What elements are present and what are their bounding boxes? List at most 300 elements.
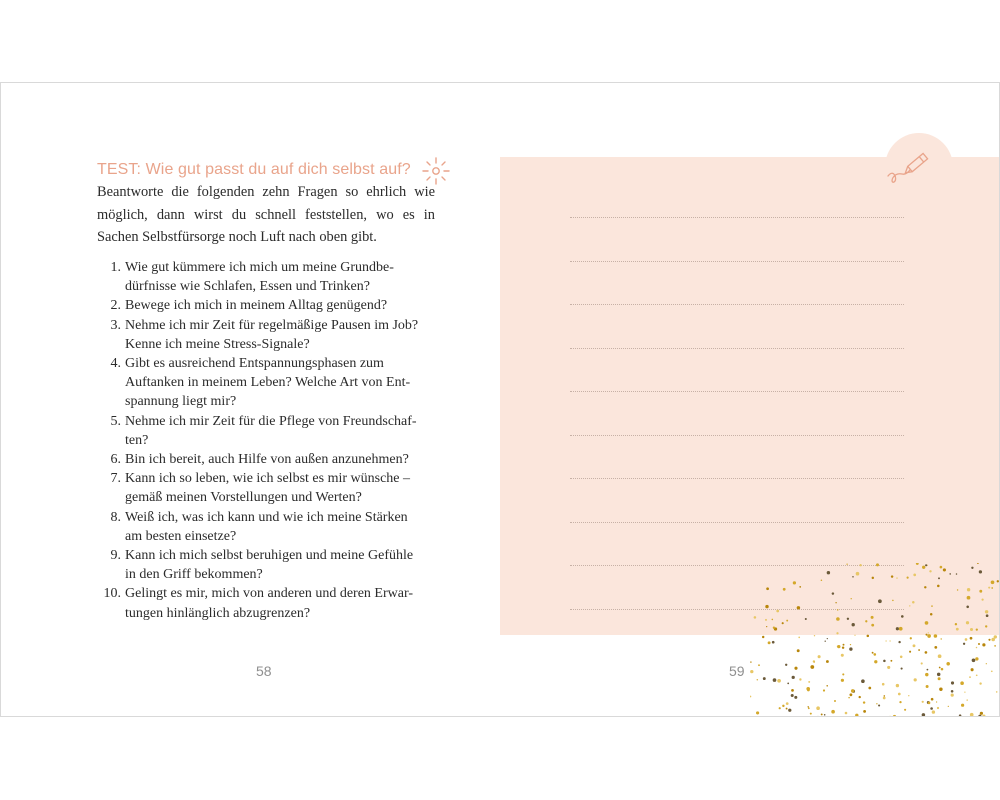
glitter-dot xyxy=(951,694,954,697)
glitter-dot xyxy=(916,563,919,565)
glitter-dot xyxy=(972,658,976,662)
glitter-dot xyxy=(841,679,844,682)
question-number: 3. xyxy=(110,317,121,333)
page-number-left: 58 xyxy=(256,663,272,679)
glitter-dot xyxy=(939,688,942,691)
glitter-dot xyxy=(988,639,990,641)
glitter-dot xyxy=(951,681,954,684)
glitter-dot xyxy=(846,564,847,565)
glitter-dot xyxy=(896,684,899,687)
glitter-dot xyxy=(934,634,938,638)
glitter-dot xyxy=(863,710,866,713)
glitter-dot xyxy=(975,657,978,660)
glitter-dot xyxy=(928,632,929,633)
glitter-dot xyxy=(939,667,941,669)
glitter-dot xyxy=(985,625,987,627)
glitter-dot xyxy=(878,704,880,706)
glitter-dot xyxy=(963,716,966,717)
glitter-dot xyxy=(827,638,828,639)
glitter-dot xyxy=(976,628,978,630)
glitter-dot xyxy=(865,620,867,622)
glitter-dot xyxy=(941,668,944,671)
question-item xyxy=(97,258,437,296)
question-item xyxy=(97,316,437,354)
glitter-dot xyxy=(967,588,970,591)
glitter-dot xyxy=(898,641,900,643)
glitter-dot xyxy=(949,573,951,575)
glitter-dot xyxy=(786,702,789,705)
glitter-dot xyxy=(976,674,978,676)
question-text xyxy=(121,469,435,507)
glitter-dot xyxy=(971,567,973,569)
glitter-dot xyxy=(991,580,995,584)
glitter-dot xyxy=(937,707,939,709)
question-line: Nehme ich mir Zeit für die Pflege von Freundschaf- xyxy=(125,413,417,429)
question-text xyxy=(121,450,435,469)
question-item xyxy=(97,354,437,412)
question-line: am besten einsetze? xyxy=(125,528,237,544)
glitter-dot xyxy=(927,669,929,671)
glitter-dot xyxy=(908,695,909,696)
glitter-dot xyxy=(889,716,891,717)
glitter-dot xyxy=(913,574,916,577)
question-item xyxy=(97,508,437,546)
glitter-dot xyxy=(901,668,903,670)
glitter-dot xyxy=(823,689,825,691)
writing-line[interactable] xyxy=(570,261,904,262)
question-text xyxy=(121,316,435,354)
glitter-dot xyxy=(946,662,950,666)
glitter-dot xyxy=(772,619,774,621)
glitter-dot xyxy=(912,601,915,604)
question-line: ten? xyxy=(125,432,149,448)
glitter-dot xyxy=(876,563,879,566)
writing-line[interactable] xyxy=(570,348,904,349)
glitter-dot xyxy=(872,577,874,579)
glitter-dot xyxy=(951,690,954,693)
question-number: 2. xyxy=(110,298,121,314)
glitter-dot xyxy=(773,627,775,629)
glitter-dot xyxy=(793,581,796,584)
glitter-dot xyxy=(794,667,797,670)
glitter-dot xyxy=(750,661,751,662)
glitter-dot xyxy=(794,696,797,699)
glitter-dot xyxy=(777,679,781,683)
glitter-dot xyxy=(852,623,855,626)
glitter-dot xyxy=(991,638,995,642)
glitter-dot xyxy=(896,627,899,630)
page-number-right: 59 xyxy=(729,663,745,679)
question-line: Weiß ich, was ich kann und wie ich meine Stärken xyxy=(125,509,408,525)
glitter-dot xyxy=(960,681,964,685)
glitter-dot xyxy=(893,715,896,717)
glitter-dot xyxy=(797,606,800,609)
glitter-dot xyxy=(766,587,769,590)
glitter-dot xyxy=(836,632,838,634)
question-line: tungen hinlänglich abzugrenzen? xyxy=(125,605,311,621)
glitter-dot xyxy=(882,683,885,686)
question-item xyxy=(97,450,437,469)
glitter-dot xyxy=(868,687,871,690)
glitter-dot xyxy=(785,664,787,666)
glitter-dot xyxy=(996,691,998,693)
glitter-dot xyxy=(982,715,985,717)
glitter-dot xyxy=(763,677,766,680)
glitter-dot xyxy=(986,663,987,664)
glitter-dot xyxy=(901,615,904,618)
question-line: Bewege ich mich in meinem Alltag genügend? xyxy=(125,298,388,314)
question-number: 7. xyxy=(110,471,121,487)
glitter-dot xyxy=(847,618,849,620)
glitter-dot xyxy=(936,701,937,702)
glitter-dot xyxy=(852,576,854,578)
glitter-dot xyxy=(988,587,990,589)
glitter-dot xyxy=(979,590,982,593)
glitter-dot xyxy=(891,575,893,577)
glitter-dot xyxy=(941,638,942,639)
glitter-dot xyxy=(798,637,800,639)
glitter-dot xyxy=(948,706,949,707)
glitter-dot xyxy=(980,712,983,715)
glitter-dot xyxy=(978,715,981,717)
glitter-dot xyxy=(835,602,836,603)
glitter-dot xyxy=(808,681,810,683)
question-line: Auftanken in meinem Leben? Welche Art von Ent- xyxy=(125,375,411,391)
glitter-dot xyxy=(938,677,941,680)
glitter-dot xyxy=(929,570,931,572)
question-text xyxy=(121,354,435,412)
question-line: gemäß meinen Vorstellungen und Werten? xyxy=(125,490,362,506)
glitter-dot xyxy=(836,617,840,621)
question-text xyxy=(121,258,435,296)
glitter-dot xyxy=(922,713,926,717)
question-item xyxy=(97,546,437,584)
writing-line[interactable] xyxy=(570,391,904,392)
glitter-dot xyxy=(991,670,993,672)
glitter-dot xyxy=(934,646,937,649)
glitter-dot xyxy=(805,618,807,620)
glitter-dot xyxy=(859,564,861,566)
glitter-dot xyxy=(850,644,851,645)
glitter-dot xyxy=(791,694,794,697)
glitter-dot xyxy=(994,645,996,647)
question-line: Gelingt es mir, mich von anderen und deren Erwar- xyxy=(125,586,414,602)
glitter-dot xyxy=(938,654,942,658)
glitter-dot xyxy=(845,712,848,715)
glitter-dot xyxy=(826,685,828,687)
glitter-dot xyxy=(985,610,988,613)
glitter-dot xyxy=(966,699,967,700)
glitter-dot xyxy=(986,614,989,617)
glitter-dot xyxy=(884,695,886,697)
glitter-dot xyxy=(848,697,850,699)
glitter-dot xyxy=(762,636,764,638)
question-item xyxy=(97,296,437,315)
glitter-dot xyxy=(843,644,845,646)
glitter-dot xyxy=(856,572,860,576)
glitter-dot xyxy=(792,676,795,679)
glitter-dot xyxy=(898,693,901,696)
page-title: TEST: Wie gut passt du auf dich selbst auf? xyxy=(97,161,411,178)
glitter-dot xyxy=(758,664,760,666)
glitter-dot xyxy=(799,586,801,588)
glitter-dot xyxy=(931,698,934,701)
glitter-dot xyxy=(874,653,877,656)
glitter-dot xyxy=(772,641,775,644)
glitter-dot xyxy=(976,647,978,649)
question-number: 1. xyxy=(110,260,121,275)
glitter-dot xyxy=(788,709,791,712)
question-number: 5. xyxy=(110,413,121,429)
writing-line[interactable] xyxy=(570,522,904,523)
glitter-dot xyxy=(955,623,957,625)
glitter-dot xyxy=(922,566,925,569)
glitter-dot xyxy=(883,697,886,700)
glitter-dot xyxy=(914,678,917,681)
glitter-dot xyxy=(818,655,821,658)
glitter-dot xyxy=(925,564,927,566)
glitter-dot xyxy=(978,643,980,645)
glitter-dot xyxy=(979,682,981,684)
glitter-dot xyxy=(750,696,751,698)
question-text xyxy=(121,546,435,584)
glitter-dot xyxy=(918,649,920,651)
glitter-dot xyxy=(861,679,865,683)
book-spread xyxy=(0,82,1000,717)
right-page xyxy=(500,83,999,716)
glitter-decoration xyxy=(750,563,1000,717)
question-number: 6. xyxy=(110,452,121,468)
glitter-dot xyxy=(982,643,985,646)
glitter-dot xyxy=(922,701,924,703)
glitter-dot xyxy=(925,651,928,654)
glitter-dot xyxy=(821,579,823,581)
glitter-dot xyxy=(842,673,844,675)
glitter-dot xyxy=(910,637,912,639)
glitter-dot xyxy=(959,714,962,717)
glitter-dot xyxy=(787,683,789,685)
glitter-dot xyxy=(900,656,903,659)
glitter-dot xyxy=(896,716,898,717)
glitter-dot xyxy=(924,586,926,588)
glitter-dot xyxy=(765,605,768,608)
glitter-dot xyxy=(892,600,894,602)
question-line: Kann ich so leben, wie ich selbst es mir wünsche – xyxy=(125,471,410,487)
writing-line[interactable] xyxy=(570,217,904,218)
glitter-dot xyxy=(932,710,935,713)
glitter-dot xyxy=(791,689,794,692)
glitter-dot xyxy=(824,714,826,716)
question-list xyxy=(97,258,437,623)
glitter-dot xyxy=(766,626,767,627)
glitter-dot xyxy=(754,616,757,619)
glitter-dot xyxy=(967,596,971,600)
glitter-dot xyxy=(975,716,977,717)
glitter-dot xyxy=(786,708,788,710)
glitter-dot xyxy=(899,627,903,631)
glitter-dot xyxy=(991,587,993,589)
glitter-dot xyxy=(859,696,861,698)
glitter-dot xyxy=(913,644,916,647)
glitter-dot xyxy=(971,668,974,671)
glitter-dot xyxy=(907,577,909,579)
question-text xyxy=(121,584,435,622)
glitter-dot xyxy=(842,646,844,648)
glitter-dot xyxy=(837,609,839,611)
glitter-dot xyxy=(757,679,758,680)
glitter-dot xyxy=(963,643,965,645)
glitter-dot xyxy=(807,689,810,692)
glitter-dot xyxy=(827,571,830,574)
glitter-dot xyxy=(876,703,877,704)
writing-line[interactable] xyxy=(570,304,904,305)
glitter-dot xyxy=(826,660,829,663)
glitter-dot xyxy=(883,660,886,663)
glitter-dot xyxy=(832,592,834,594)
glitter-dot xyxy=(786,620,788,622)
glitter-dot xyxy=(926,685,929,688)
glitter-dot xyxy=(930,707,933,710)
intro-paragraph: Beantworte die folgenden zehn Fragen so ehrlich wie möglich, dann wirst du schnell feststellen, wo es in Sachen Selbstfürsorge noch Luft nach oben gibt. xyxy=(97,184,435,245)
glitter-dot xyxy=(927,634,931,638)
question-line: Kann ich mich selbst beruhigen und meine Gefühle xyxy=(125,548,414,564)
glitter-dot xyxy=(925,621,929,625)
glitter-dot xyxy=(921,662,923,664)
glitter-dot xyxy=(878,599,882,603)
glitter-dot xyxy=(834,700,836,702)
glitter-dot xyxy=(765,619,767,621)
glitter-dot xyxy=(937,673,940,676)
glitter-dot xyxy=(885,640,886,641)
glitter-dot xyxy=(814,635,815,636)
glitter-dot xyxy=(938,577,940,579)
glitter-dot xyxy=(966,606,969,609)
glitter-dot xyxy=(970,637,973,640)
glitter-dot xyxy=(817,716,819,717)
glitter-dot xyxy=(964,691,965,692)
glitter-dot xyxy=(871,624,874,627)
question-number: 4. xyxy=(110,356,121,372)
glitter-dot xyxy=(997,580,999,582)
question-line: Wie gut kümmere ich mich um meine Grundbe- xyxy=(125,260,394,275)
glitter-dot xyxy=(940,566,943,569)
glitter-dot xyxy=(977,563,979,564)
writing-line[interactable] xyxy=(570,435,904,436)
glitter-dot xyxy=(768,641,771,644)
writing-line[interactable] xyxy=(570,478,904,479)
glitter-dot xyxy=(874,660,877,663)
glitter-dot xyxy=(965,638,968,641)
glitter-dot xyxy=(937,585,940,588)
glitter-dot xyxy=(930,613,933,616)
glitter-dot xyxy=(851,598,852,599)
glitter-dot xyxy=(872,652,874,654)
glitter-dot xyxy=(810,665,814,669)
glitter-dot xyxy=(970,713,974,717)
glitter-dot xyxy=(814,661,815,662)
glitter-dot xyxy=(854,635,855,636)
glitter-dot xyxy=(896,577,897,578)
question-line: Nehme ich mir Zeit für regelmäßige Pausen im Job? xyxy=(125,317,419,333)
question-number: 8. xyxy=(110,509,121,525)
question-line: Bin ich bereit, auch Hilfe von außen anzunehmen? xyxy=(125,452,409,468)
glitter-dot xyxy=(821,713,823,715)
glitter-dot xyxy=(979,570,982,573)
glitter-dot xyxy=(871,616,874,619)
question-line: Gibt es ausreichend Entspannungsphasen zum xyxy=(125,356,384,372)
glitter-dot xyxy=(837,645,840,648)
glitter-dot xyxy=(782,622,784,624)
glitter-dot xyxy=(890,660,892,662)
glitter-dot xyxy=(928,702,931,705)
glitter-dot xyxy=(887,666,890,669)
glitter-dot xyxy=(779,707,781,709)
question-line: spannung liegt mir? xyxy=(125,394,237,410)
glitter-dot xyxy=(849,693,852,696)
question-line: Kenne ich meine Stress-Signale? xyxy=(125,336,310,352)
glitter-dot xyxy=(957,589,958,590)
glitter-dot xyxy=(931,605,933,607)
question-number: 10. xyxy=(103,586,121,602)
question-item xyxy=(97,469,437,507)
glitter-dot xyxy=(782,705,784,707)
glitter-dot xyxy=(909,651,911,653)
glitter-dot xyxy=(825,641,826,642)
question-item xyxy=(97,412,437,450)
glitter-dot xyxy=(807,706,808,707)
glitter-dot xyxy=(970,628,973,631)
glitter-dot xyxy=(982,599,984,601)
question-text xyxy=(121,412,435,450)
question-line: dürfnisse wie Schlafen, Essen und Trinken? xyxy=(125,279,370,295)
pencil-icon xyxy=(884,146,940,186)
glitter-dot xyxy=(799,678,801,680)
glitter-dot xyxy=(969,676,971,678)
glitter-dot xyxy=(810,713,812,715)
glitter-dot xyxy=(773,678,777,682)
glitter-dot xyxy=(904,709,906,711)
glitter-dot xyxy=(849,647,852,650)
glitter-dot xyxy=(851,689,855,693)
question-text xyxy=(121,508,435,546)
glitter-dot xyxy=(943,568,946,571)
glitter-dot xyxy=(756,711,759,714)
glitter-dot xyxy=(889,640,890,641)
glitter-dot xyxy=(926,634,928,636)
left-page xyxy=(1,83,500,716)
glitter-dot xyxy=(750,670,753,673)
glitter-dot xyxy=(855,714,858,717)
glitter-dot xyxy=(966,621,969,624)
glitter-dot xyxy=(831,710,835,714)
glitter-dot xyxy=(797,649,800,652)
glitter-dot xyxy=(909,605,910,606)
question-item xyxy=(97,584,437,622)
question-text xyxy=(121,296,435,315)
question-number: 9. xyxy=(110,548,121,564)
glitter-dot xyxy=(841,654,844,657)
glitter-dot xyxy=(783,588,786,591)
glitter-dot xyxy=(961,704,964,707)
glitter-dot xyxy=(863,701,865,703)
glitter-dot xyxy=(956,573,958,575)
question-line: in den Griff bekommen? xyxy=(125,567,263,583)
glitter-dot xyxy=(776,610,779,613)
glitter-dot xyxy=(956,628,959,631)
glitter-dot xyxy=(899,701,901,703)
glitter-dot xyxy=(816,706,820,710)
glitter-dot xyxy=(925,673,928,676)
